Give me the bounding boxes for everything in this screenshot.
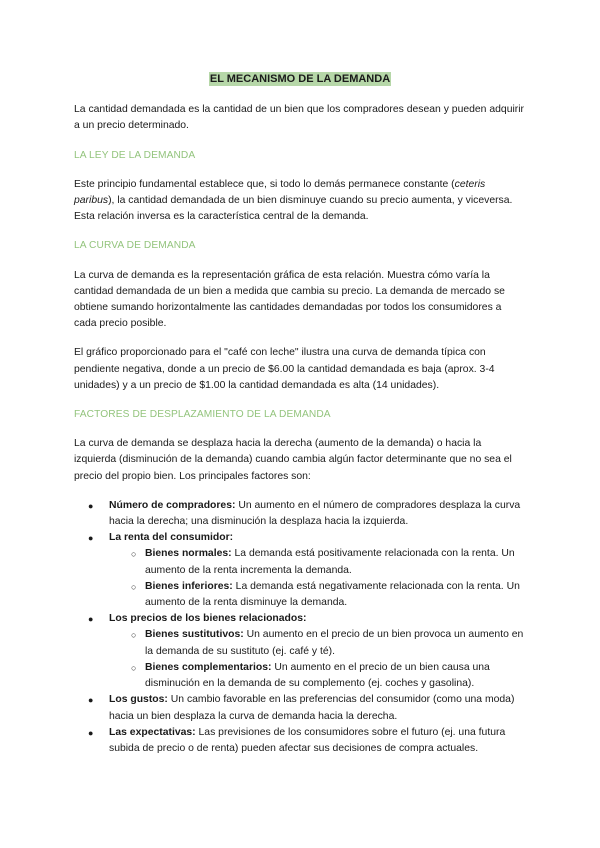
circle-bullet-icon: ○: [131, 581, 137, 592]
ley-italic: ceteris paribus: [74, 178, 486, 207]
bullet-icon: ●: [88, 695, 94, 706]
item-label: Los precios de los bienes relacionados:: [109, 613, 307, 625]
item-text: La demanda está negativamente relacionada con la renta. Un aumento de la renta disminuye la demanda.: [145, 580, 520, 609]
list-item: [74, 725, 526, 757]
intro-paragraph: La cantidad demandada es la cantidad de un bien que los compradores desean y pueden adquirir a un precio determinado.: [74, 104, 525, 132]
sub-list-item: [74, 627, 526, 659]
item-text: Un aumento en el precio de un bien provoca un aumento en la demanda de su sustituto (ej. café y té).: [145, 629, 524, 657]
item-text: Un aumento en el número de compradores desplaza la curva hacia la derecha; una disminución la desplaza hacia la izquierda.: [109, 499, 521, 528]
document-title: EL MECANISMO DE LA DEMANDA: [209, 73, 391, 85]
section-heading-factores: FACTORES DE DESPLAZAMIENTO DE LA DEMANDA: [74, 409, 331, 421]
item-label: La renta del consumidor:: [109, 532, 234, 544]
item-text: La demanda está positivamente relacionada con la renta. Un aumento de la renta incrementa la demanda.: [145, 548, 515, 576]
circle-bullet-icon: ○: [131, 549, 137, 560]
list-item: [74, 611, 526, 627]
list-item: [74, 498, 526, 530]
item-label: Bienes complementarios:: [145, 661, 272, 673]
section-heading-curva: LA CURVA DE DEMANDA: [74, 240, 196, 252]
sub-list-item: [74, 546, 526, 578]
title-wrap: [74, 72, 526, 88]
item-text: Las previsiones de los consumidores sobre el futuro (ej. una futura subida de precio o de renta) pueden afectar sus decisiones de compra actuales.: [109, 726, 506, 754]
bullet-icon: ●: [88, 500, 94, 511]
curva-paragraph-1: La curva de demanda es la representación gráfica de esta relación. Muestra cómo varía la cantidad demandada de un bien a medida que cambia su precio. La demanda de mercado se obtiene sumando horizontalmente las cantidades demandadas por todos los consumidores a cada precio posible.: [74, 269, 505, 330]
item-label: Bienes sustitutivos:: [145, 629, 244, 641]
item-label: Bienes inferiores:: [145, 580, 233, 592]
item-text: Un aumento en el precio de un bien causa una disminución en la demanda de su complemento (ej. coches y gasolina).: [145, 661, 490, 690]
item-label: Bienes normales:: [145, 548, 232, 560]
section-heading-ley: LA LEY DE LA DEMANDA: [74, 149, 196, 161]
ley-paragraph: [74, 177, 526, 226]
bullet-icon: ●: [88, 533, 94, 544]
bullet-icon: ●: [88, 614, 94, 625]
sub-list-item: [74, 660, 526, 692]
curva-paragraph-2: El gráfico proporcionado para el "café con leche" ilustra una curva de demanda típica con pendiente negativa, donde a un precio de $6.00 la cantidad demandada es baja (aprox. 3-4 unidades) y a un precio de $1.00 la cantidad demandada es alta (14 unidades).: [74, 347, 495, 391]
factores-list: [74, 498, 526, 757]
ley-text-after: ), la cantidad demandada de un bien disminuye cuando su precio aumenta, y viceversa. Esta relación inversa es la característica central de la demanda.: [74, 195, 513, 223]
circle-bullet-icon: ○: [131, 662, 137, 673]
list-item: [74, 530, 526, 546]
bullet-icon: ●: [88, 727, 94, 738]
ley-text-before: Este principio fundamental establece que, si todo lo demás permanece constante (: [74, 178, 455, 190]
list-item: [74, 692, 526, 724]
item-text: Un cambio favorable en las preferencias del consumidor (como una moda) hacia un bien desplaza la curva de demanda hacia la derecha.: [109, 694, 515, 722]
item-label: Número de compradores:: [109, 499, 236, 511]
item-label: Las expectativas:: [109, 726, 196, 738]
item-label: Los gustos:: [109, 694, 168, 706]
circle-bullet-icon: ○: [131, 630, 137, 641]
factores-intro: La curva de demanda se desplaza hacia la derecha (aumento de la demanda) o hacia la izquierda (disminución de la demanda) cuando cambia algún factor determinante que no sea el precio del propio bien. Los principales factores son:: [74, 438, 512, 482]
sub-list-item: [74, 579, 526, 611]
